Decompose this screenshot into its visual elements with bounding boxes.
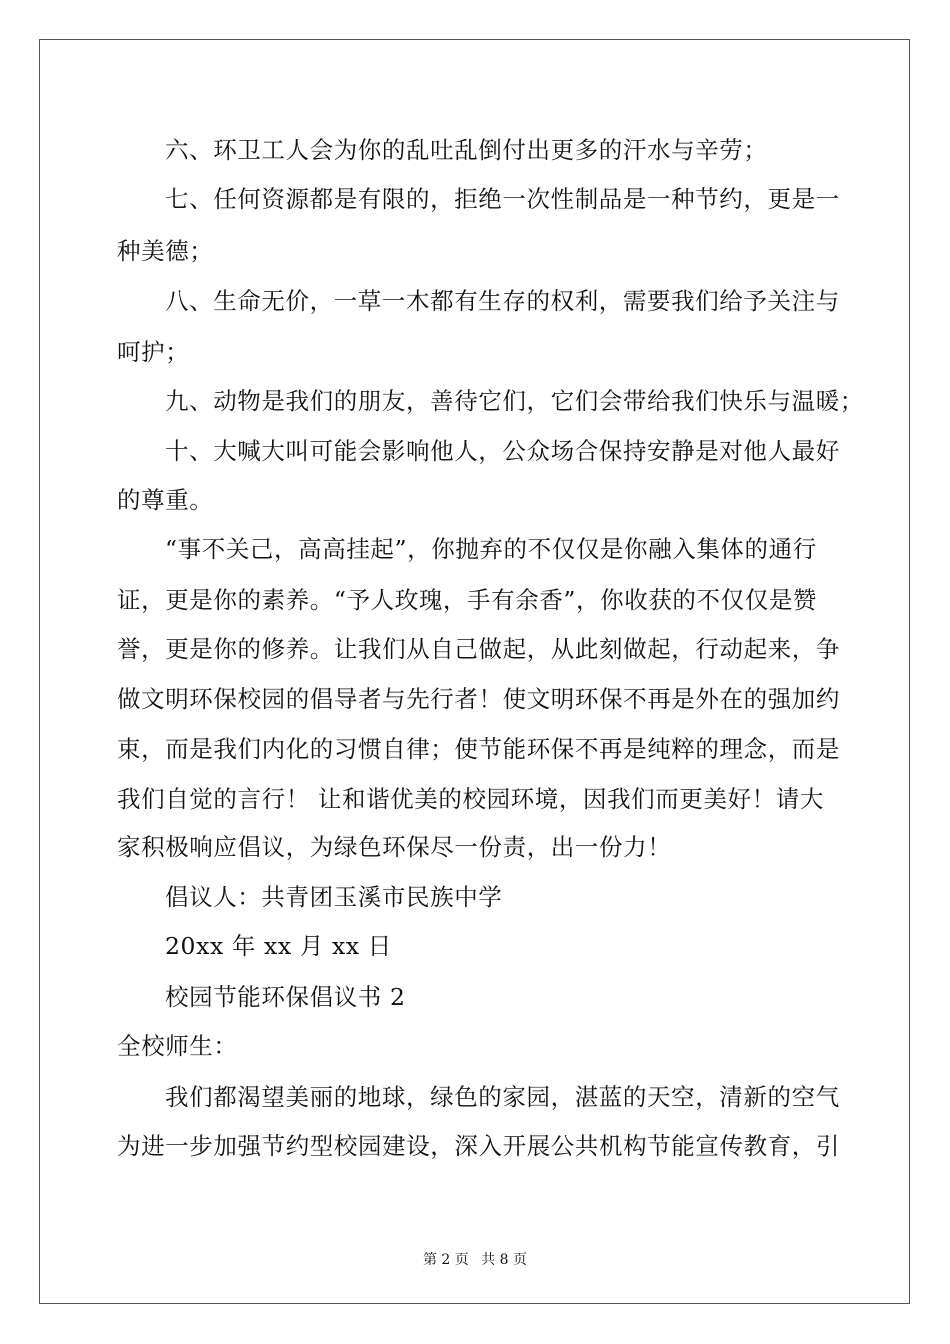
- page-total: 共 8 页: [481, 1252, 528, 1268]
- page-number: 第 2 页: [422, 1252, 469, 1268]
- text-line: “事不关己，高高挂起”，你抛弃的不仅仅是你融入集体的通行: [165, 535, 817, 563]
- page-border: [39, 39, 910, 1304]
- text-line: 束，而是我们内化的习惯自律；使节能环保不再是纯粹的理念，而是: [117, 735, 840, 763]
- text-line: 九、动物是我们的朋友，善待它们，它们会带给我们快乐与温暖；: [165, 387, 864, 415]
- text-line: 种美德；: [117, 237, 214, 265]
- text-line: 六、环卫工人会为你的乱吐乱倒付出更多的汗水与辛劳；: [165, 136, 768, 164]
- text-line: 我们自觉的言行！ 让和谐优美的校园环境，因我们而更美好！请大: [117, 785, 824, 813]
- text-line: 证，更是你的素养。“予人玫瑰，手有余香”，你收获的不仅仅是赞: [117, 586, 818, 614]
- text-line: 十、大喊大叫可能会影响他人，公众场合保持安静是对他人最好: [165, 437, 840, 465]
- text-line: 为进一步加强节约型校园建设，深入开展公共机构节能宣传教育，引: [117, 1132, 840, 1160]
- date-line: 20xx 年 xx 月 xx 日: [165, 932, 392, 960]
- signature-line: 倡议人：共青团玉溪市民族中学: [165, 883, 503, 911]
- salutation: 全校师生：: [117, 1032, 238, 1060]
- text-line: 呵护；: [117, 338, 190, 366]
- text-line: 做文明环保校园的倡导者与先行者！使文明环保不再是外在的强加约: [117, 685, 840, 713]
- section-title: 校园节能环保倡议书 2: [165, 983, 406, 1011]
- text-line: 八、生命无价，一草一木都有生存的权利，需要我们给予关注与: [165, 287, 840, 315]
- page-footer: [0, 1249, 950, 1269]
- text-line: 七、任何资源都是有限的，拒绝一次性制品是一种节约，更是一: [165, 185, 840, 213]
- text-line: 誉，更是你的修养。让我们从自己做起，从此刻做起，行动起来，争: [117, 635, 840, 663]
- text-line: 我们都渴望美丽的地球，绿色的家园，湛蓝的天空，清新的空气: [165, 1083, 840, 1111]
- text-line: 的尊重。: [117, 486, 214, 514]
- text-line: 家积极响应倡议，为绿色环保尽一份责，出一份力！: [117, 833, 672, 861]
